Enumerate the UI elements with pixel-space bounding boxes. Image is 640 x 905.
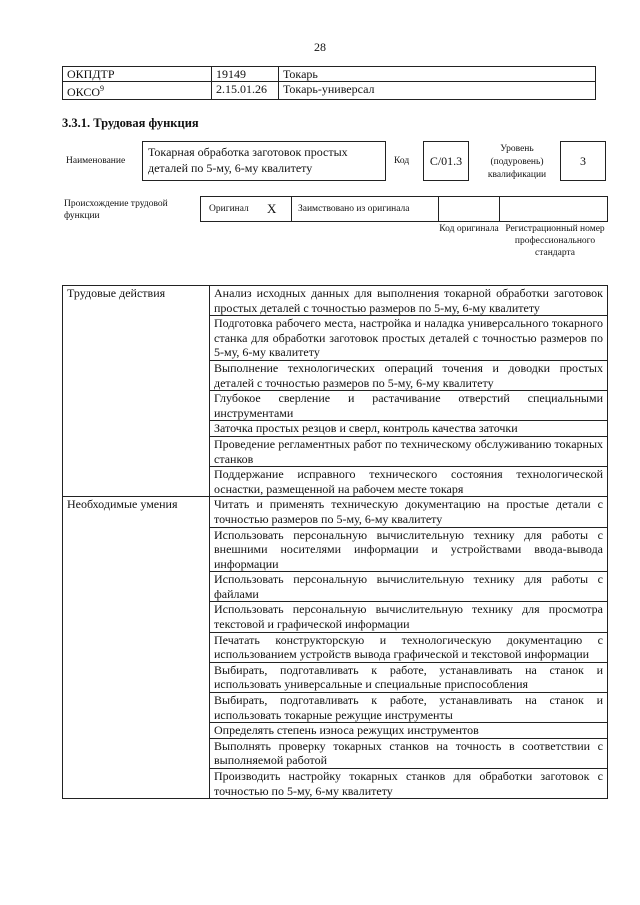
code-label: Код	[394, 156, 410, 166]
borrowed-label: Заимствовано из оригинала	[298, 204, 410, 214]
table-cell: Выполнение технологических операций точения и доводки простых деталей с точностью размеров по 5-му, 6-му квалитету	[210, 360, 608, 390]
table-row	[63, 67, 596, 82]
category-cell: Необходимые умения	[63, 497, 210, 799]
classifier-code: ОКСО$^9$	[63, 82, 212, 100]
table-cell: Выполнять проверку токарных станков на точность в соответствии с выполняемой работой	[210, 738, 608, 768]
table-cell: Подготовка рабочего места, настройка и наладка универсального токарного станка для обработки заготовок простых деталей с точностью размеров по 5-му, 6-му квалитету	[210, 316, 608, 361]
category-cell: Трудовые действия	[63, 286, 210, 497]
function-code-value: C/01.3	[423, 141, 469, 181]
table-cell: Проведение регламентных работ по техническому обслуживанию токарных станков	[210, 436, 608, 466]
code-original-caption: Код оригинала	[439, 224, 499, 234]
table-cell: Анализ исходных данных для выполнения токарной обработки заготовок простых деталей с точностью размеров по 5-му, 6-му квалитету	[210, 286, 608, 316]
classifier-name: Токарь-универсал	[279, 82, 596, 100]
classifier-name: Токарь	[279, 67, 596, 82]
reg-number-cell	[499, 196, 608, 222]
labor-function-table	[62, 285, 608, 799]
table-cell: Производить настройку токарных станков для обработки заготовок с точностью по 5-му, 6-му квалитету	[210, 769, 608, 799]
level-label: Уровень (подуровень) квалификации	[487, 144, 547, 180]
table-cell: Выбирать, подготавливать к работе, устанавливать на станок и использовать токарные режущие инструменты	[210, 693, 608, 723]
classifier-number: 19149	[212, 67, 279, 82]
table-cell: Использовать персональную вычислительную технику для работы с файлами	[210, 572, 608, 602]
reg-number-caption: Регистрационный номер профессионального стандарта	[505, 224, 605, 258]
table-cell: Выбирать, подготавливать к работе, устанавливать на станок и использовать универсальные и специальные приспособления	[210, 662, 608, 692]
table-cell: Поддержание исправного технического состояния технологической оснастки, размещенной на рабочем месте токаря	[210, 467, 608, 497]
group-labor-actions	[63, 286, 608, 497]
classifier-code: ОКПДТР	[63, 67, 212, 82]
table-cell: Заточка простых резцов и сверл, контроль качества заточки	[210, 421, 608, 437]
origin-label: Происхождение трудовой функции	[64, 199, 168, 221]
table-cell: Читать и применять техническую документацию на простые детали с точностью размеров по 5-му, 6-му квалитету	[210, 497, 608, 527]
borrowed-cell	[291, 196, 439, 222]
group-required-skills	[63, 497, 608, 799]
table-row	[63, 286, 608, 316]
classifier-codes-table	[62, 66, 596, 100]
table-cell: Использовать персональную вычислительную технику для просмотра текстовой и графической информации	[210, 602, 608, 632]
page-number: 28	[314, 40, 326, 54]
classifier-number: 2.15.01.26	[212, 82, 279, 100]
name-label: Наименование	[66, 156, 126, 166]
table-cell: Глубокое сверление и растачивание отверстий специальными инструментами	[210, 391, 608, 421]
section-title: 3.3.1. Трудовая функция	[62, 116, 199, 130]
original-label: Оригинал	[209, 204, 249, 214]
table-row	[63, 497, 608, 527]
table-cell: Определять степень износа режущих инструментов	[210, 723, 608, 739]
table-cell: Печатать конструкторскую и технологическую документацию с использованием устройств вывода графической и текстовой информации	[210, 632, 608, 662]
table-row	[63, 82, 596, 100]
original-mark: X	[267, 201, 277, 216]
function-name-value: Токарная обработка заготовок простых деталей по 5-му, 6-му квалитету	[142, 141, 386, 181]
level-value: 3	[560, 141, 606, 181]
table-cell: Использовать персональную вычислительную технику для работы с внешними носителями информации и устройствами ввода-вывода информации	[210, 527, 608, 572]
code-original-cell	[438, 196, 500, 222]
original-cell	[200, 196, 292, 222]
